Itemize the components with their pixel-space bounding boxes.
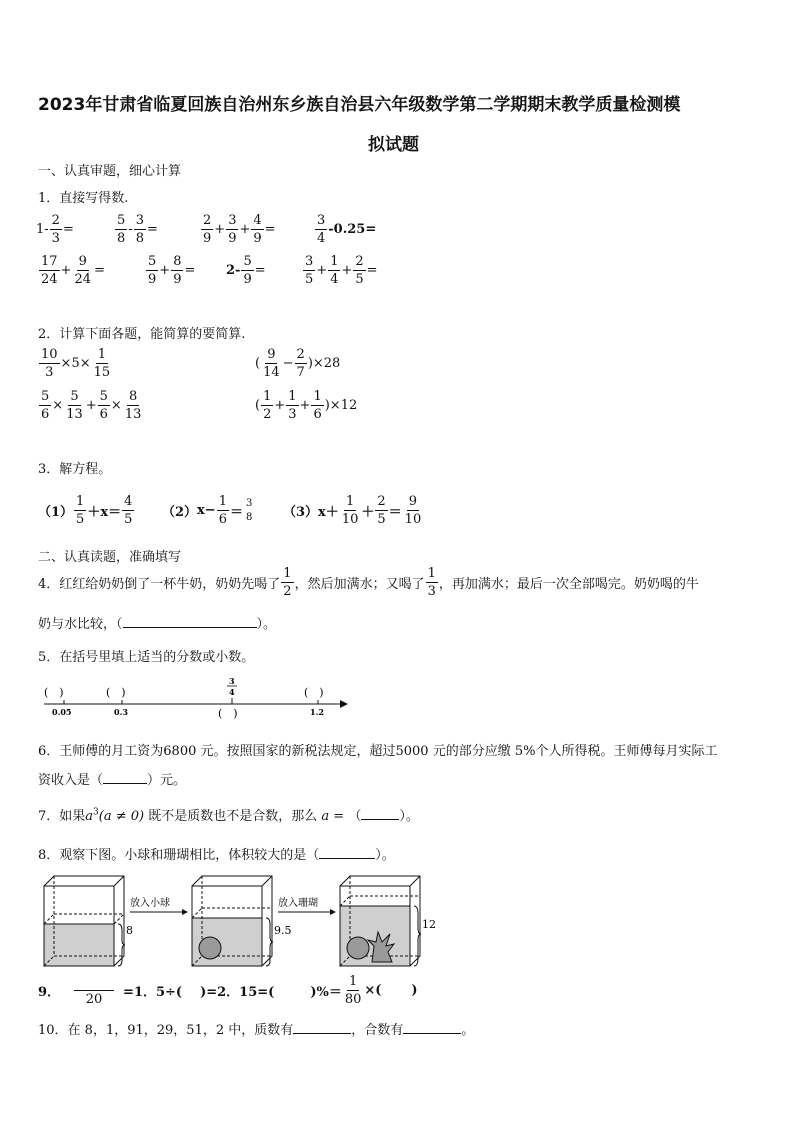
section-heading: 二、认真读题，准确填写 [38,550,182,565]
question-6-line2: 资收入是（ ）元。 [38,773,187,788]
fraction-numerator: 3 [229,676,235,686]
question-2-label: 2．计算下面各题，能简算的要简算. [38,327,246,342]
q2-expr-2: ( $\frac{9}{14}$ − $\frac{2}{7}$ )×28 [255,347,341,380]
q1-expr-2: $\frac{5}{8}$ - $\frac{3}{8}$ = [117,213,158,246]
section-heading: 一、认真审题，细心计算 [38,164,182,179]
answer-blank[interactable] [293,1033,351,1034]
q1-expr-4: $\frac{3}{4}$ -0.25= [317,213,377,246]
answer-blank[interactable] [361,819,399,820]
number-line [40,676,360,724]
paren-blank-4[interactable]: ( ) [218,707,238,720]
q1-expr-5: $\frac{17}{24}$ + $\frac{9}{24}$ = [41,254,105,287]
arrow-label-1: 放入小球 [130,898,170,909]
tick-label: 1.2 [310,707,324,717]
answer-blank[interactable] [123,627,257,628]
question-3-label: 3．解方程。 [38,462,112,477]
q1-expr-1: 1- $\frac{2}{3}$ = [36,213,74,246]
container-1 [44,876,125,966]
question-10: 10．在 8，1，91，29，51，2 中，质数有 ，合数有 。 [38,1023,475,1038]
q3-equation-2: （2） x− $\frac{1}{6}$ ＝ 3 8 [162,494,253,527]
ball [347,937,369,959]
q1-expr-8: $\frac{3}{5}$ + $\frac{1}{4}$ + $\frac{2}{5}$ = [305,254,378,287]
q1-expr-6: $\frac{5}{9}$ + $\frac{8}{9}$ = [148,254,196,287]
q3-equation-3: （3） x＋ $\frac{1}{10}$ ＋ $\frac{2}{5}$ ＝ $\frac{9}{10}$ [283,494,422,527]
q2-expr-3: $\frac{5}{6}$ × $\frac{5}{13}$ + $\frac{5}{6}$ × $\frac{8}{13}$ [41,389,142,422]
question-9: 9． 20 =1．5÷( )=2．15=( )%＝ $\frac{1}{80}$ ×( ) [38,974,418,1007]
tick-label: 0.05 [52,707,72,717]
question-4-line2: 奶与水比较，（ ）。 [38,617,277,632]
paren-blank-2[interactable]: ( ) [106,686,126,699]
question-4-line1: 4．红红给奶奶倒了一杯牛奶，奶奶先喝了 $\frac{1}{2}$ ，然后加满水；又喝了 $\frac{1}{3}$ ，再加满水；最后一次全部喝完。奶奶喝的牛 [38,566,699,599]
question-1-label: 1．直接写得数. [38,191,129,206]
ball [199,937,221,959]
q1-expr-3: $\frac{2}{9}$ + $\frac{3}{9}$ + $\frac{4}{9}$ = [203,213,276,246]
paren-blank-1[interactable]: ( ) [44,686,64,699]
paren-blank-3[interactable]: ( ) [304,686,324,699]
answer-blank[interactable] [319,858,375,859]
question-6-line1: 6．王师傅的月工资为6800 元。按照国家的新税法规定，超过5000 元的部分应缴 5%个人所得税。王师傅每月实际工 [38,744,718,759]
q1-expr-7: 2- $\frac{5}{9}$ = [226,254,266,287]
page-title-line2: 拟试题 [368,135,419,155]
question-8: 8．观察下图。小球和珊瑚相比，体积较大的是（ ）。 [38,848,395,863]
question-5-label: 5．在括号里填上适当的分数或小数。 [38,650,255,665]
arrow-label-2: 放入珊瑚 [278,898,318,909]
volume-experiment-figure [40,872,460,972]
page-title-line1: 2023年甘肃省临夏回族自治州东乡族自治县六年级数学第二学期期末教学质量检测模 [38,95,681,115]
q2-expr-4: ( $\frac{1}{2}$ + $\frac{1}{3}$ + $\frac{1}{6}$ )×12 [255,389,358,422]
q2-expr-1: $\frac{10}{3}$ ×5× $\frac{1}{15}$ [41,347,111,380]
height-label-3: 12 [422,918,436,931]
fraction-denominator: 4 [229,687,235,697]
answer-blank[interactable] [403,1033,461,1034]
tick-label: 0.3 [114,707,128,717]
height-label-2: 9.5 [274,924,292,937]
question-7: 7．如果$a^3(a \ne 0)$ 既不是质数也不是合数，那么 a = （ ）。 [38,807,419,824]
height-label-1: 8 [126,924,133,937]
answer-blank[interactable] [103,783,147,784]
q3-equation-1: （1） $\frac{1}{5}$ ＋x＝ $\frac{4}{5}$ [38,494,133,527]
